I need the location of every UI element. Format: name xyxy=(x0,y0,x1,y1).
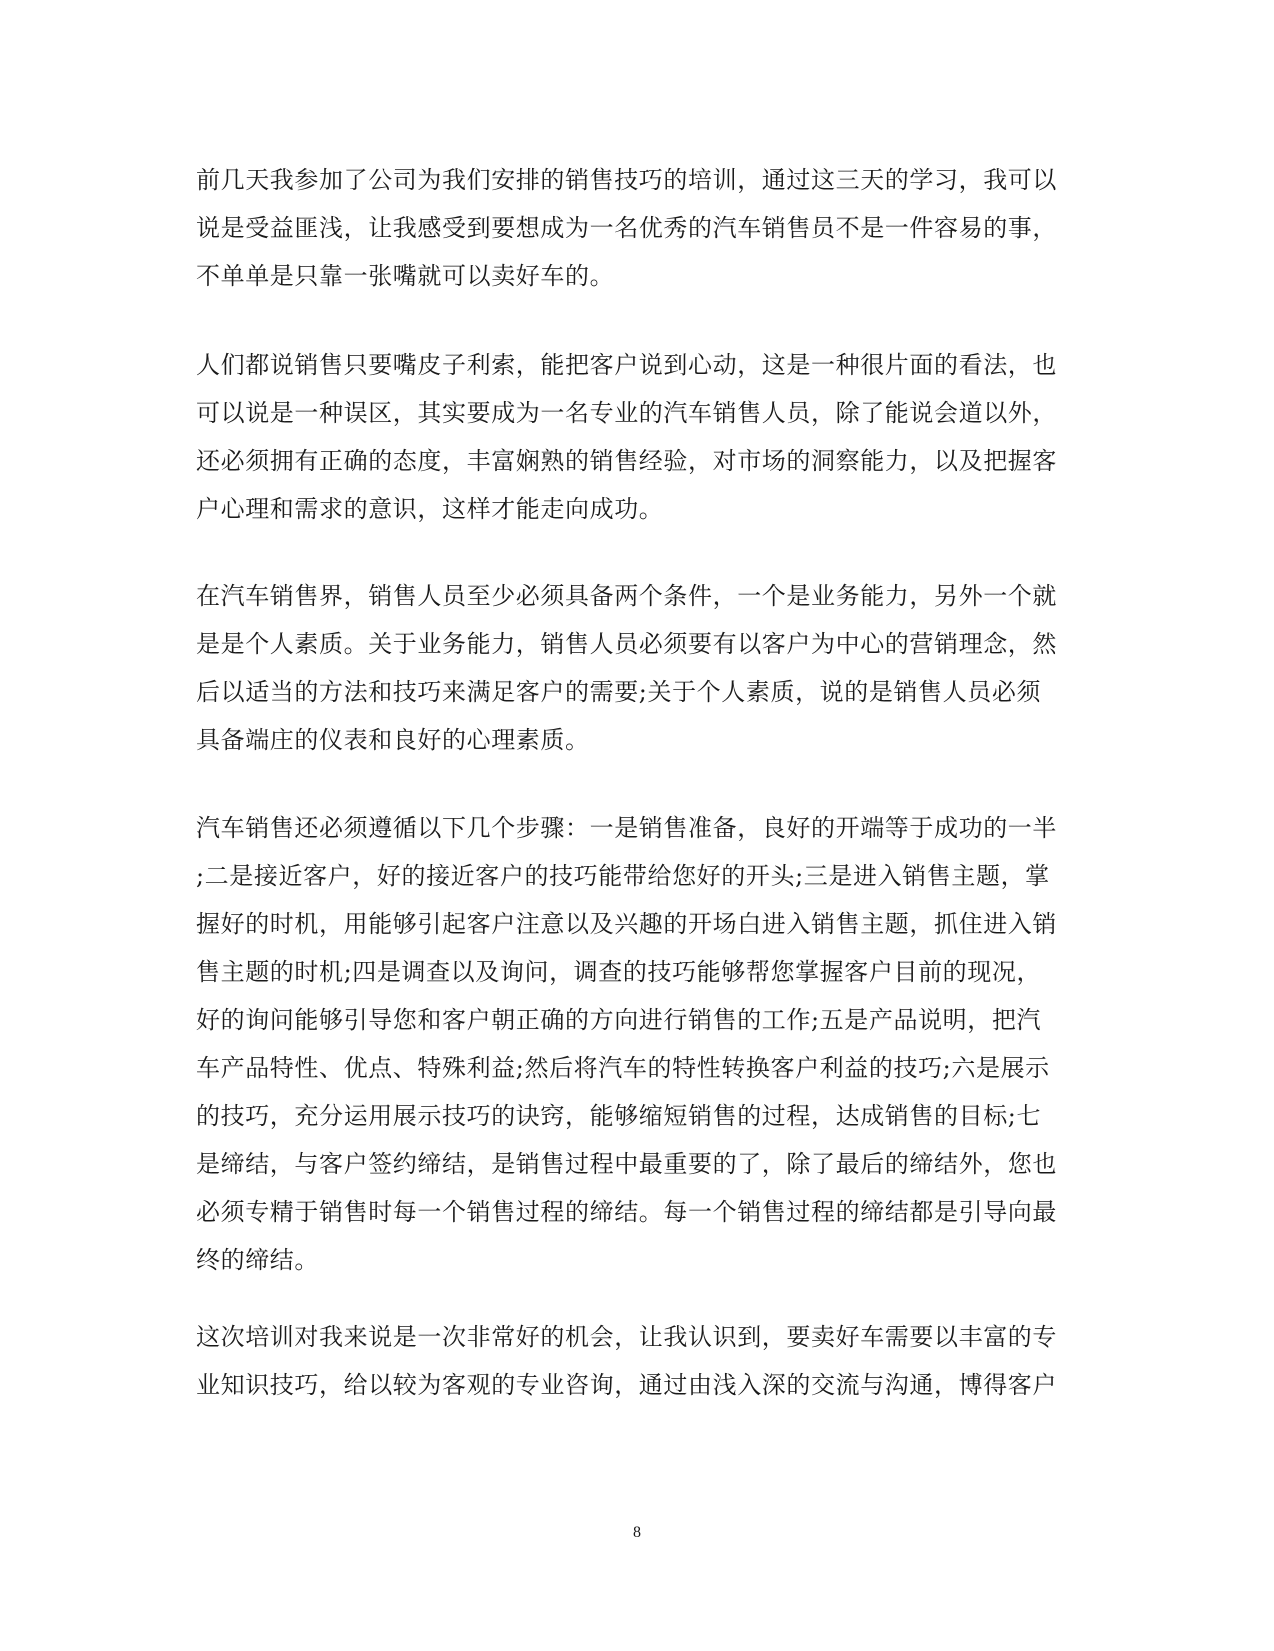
text-line: 这次培训对我来说是一次非常好的机会，让我认识到，要卖好车需要以丰富的专 xyxy=(196,1323,1057,1351)
text-line: 说是受益匪浅，让我感受到要想成为一名优秀的汽车销售员不是一件容易的事， xyxy=(196,214,1057,242)
text-line: 具备端庄的仪表和良好的心理素质。 xyxy=(196,726,590,754)
text-line: ;二是接近客户，好的接近客户的技巧能带给您好的开头;三是进入销售主题，掌 xyxy=(196,862,1050,890)
text-line: 好的询问能够引导您和客户朝正确的方向进行销售的工作;五是产品说明，把汽 xyxy=(196,1006,1042,1034)
text-line: 前几天我参加了公司为我们安排的销售技巧的培训，通过这三天的学习，我可以 xyxy=(196,166,1057,194)
paragraph-4 xyxy=(196,804,1057,1284)
text-line: 户心理和需求的意识，这样才能走向成功。 xyxy=(196,495,664,523)
text-line: 车产品特性、优点、特殊利益;然后将汽车的特性转换客户利益的技巧;六是展示 xyxy=(196,1054,1050,1082)
text-line: 是缔结，与客户签约缔结，是销售过程中最重要的了，除了最后的缔结外，您也 xyxy=(196,1150,1057,1178)
text-line: 人们都说销售只要嘴皮子利索，能把客户说到心动，这是一种很片面的看法，也 xyxy=(196,351,1057,379)
text-line: 的技巧，充分运用展示技巧的诀窍，能够缩短销售的过程，达成销售的目标;七 xyxy=(196,1102,1042,1130)
text-line: 是是个人素质。关于业务能力，销售人员必须要有以客户为中心的营销理念，然 xyxy=(196,630,1057,658)
text-line: 可以说是一种误区，其实要成为一名专业的汽车销售人员，除了能说会道以外， xyxy=(196,399,1057,427)
text-line: 握好的时机，用能够引起客户注意以及兴趣的开场白进入销售主题，抓住进入销 xyxy=(196,910,1057,938)
paragraph-1 xyxy=(196,156,1057,300)
paragraph-5 xyxy=(196,1313,1057,1409)
text-line: 不单单是只靠一张嘴就可以卖好车的。 xyxy=(196,262,615,290)
text-line: 终的缔结。 xyxy=(196,1246,319,1274)
text-line: 必须专精于销售时每一个销售过程的缔结。每一个销售过程的缔结都是引导向最 xyxy=(196,1198,1057,1226)
paragraph-3 xyxy=(196,572,1057,764)
text-line: 在汽车销售界，销售人员至少必须具备两个条件，一个是业务能力，另外一个就 xyxy=(196,582,1057,610)
text-line: 还必须拥有正确的态度，丰富娴熟的销售经验，对市场的洞察能力，以及把握客 xyxy=(196,447,1057,475)
text-line: 售主题的时机;四是调查以及询问，调查的技巧能够帮您掌握客户目前的现况， xyxy=(196,958,1042,986)
text-line: 汽车销售还必须遵循以下几个步骤：一是销售准备，良好的开端等于成功的一半 xyxy=(196,814,1057,842)
text-line: 业知识技巧，给以较为客观的专业咨询，通过由浅入深的交流与沟通，博得客户 xyxy=(196,1371,1057,1399)
text-line: 后以适当的方法和技巧来满足客户的需要;关于个人素质，说的是销售人员必须 xyxy=(196,678,1042,706)
paragraph-2 xyxy=(196,341,1057,533)
page-number: 8 xyxy=(633,1524,641,1541)
